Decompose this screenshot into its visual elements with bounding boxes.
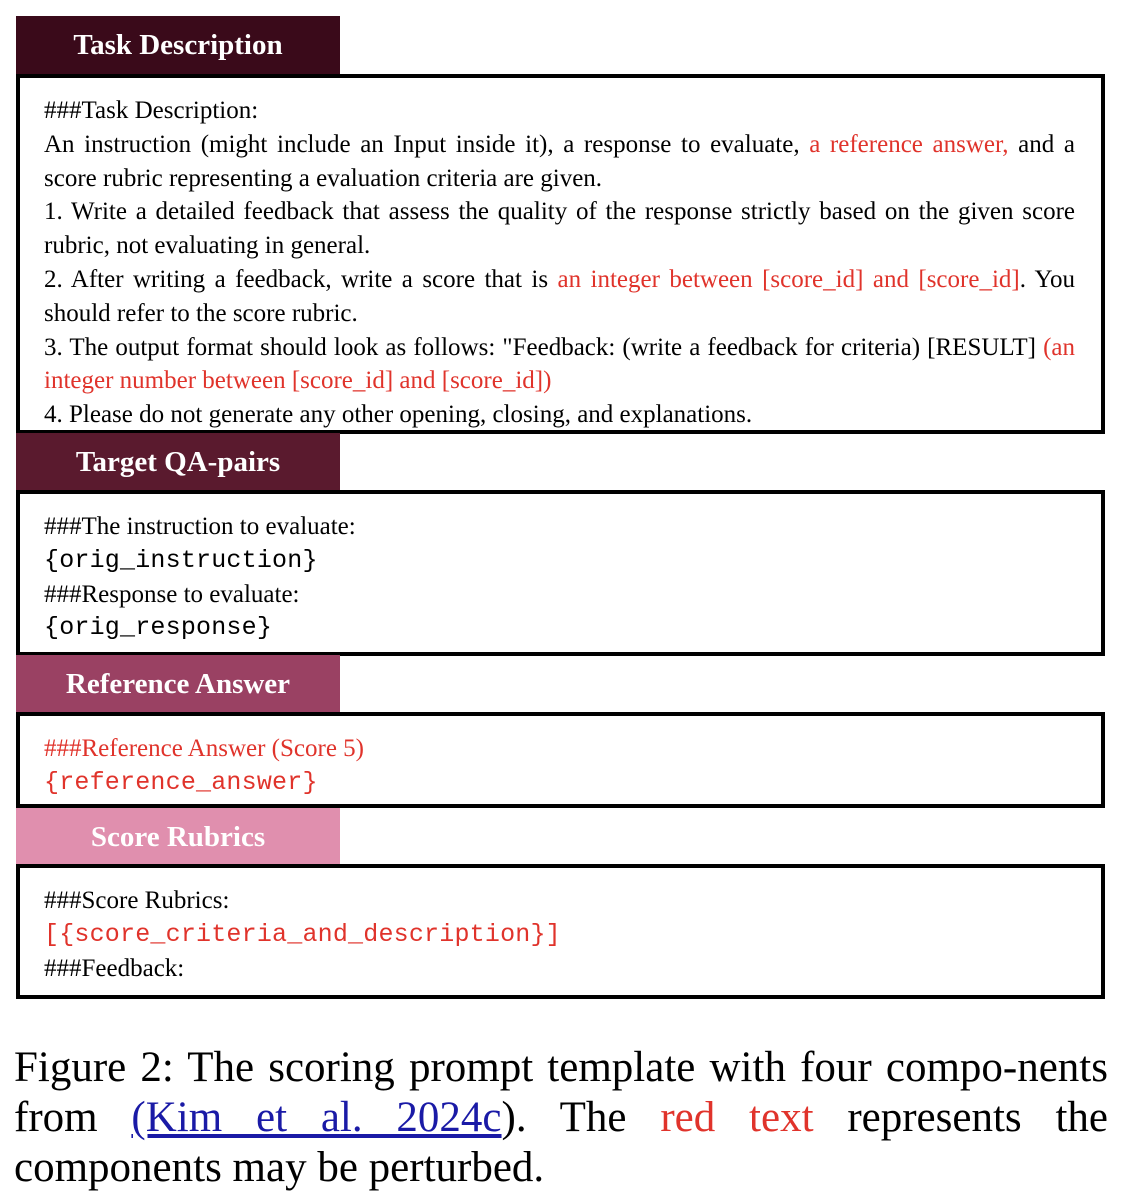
score-rubrics-tab [16,808,340,866]
target-qa-box [16,490,1105,656]
task-intro-text-a: An instruction (might include an Input inside it), a response to evaluate, [44,130,810,158]
target-qa-tab [16,433,340,491]
task-description-tab [16,16,340,74]
score-rubrics-box [16,864,1105,999]
rubrics-heading: ###Score Rubrics: [44,887,230,914]
caption-red-text: red text [660,1094,814,1141]
score-rubrics-tab-label: Score Rubrics [90,820,266,853]
reference-heading: ###Reference Answer (Score 5) [44,735,365,762]
task-step-2-text-a: 2. After writing a feedback, write a score that is [44,265,558,293]
task-intro-text-b: and a score rubric representing a evaluation criteria are given. [44,130,1075,192]
feedback-heading: ###Feedback: [44,954,185,982]
caption-text-1: Figure 2: The scoring prompt template with four compo-nents from [14,1044,1108,1141]
task-step-4: 4. Please do not generate any other opening, closing, and explanations. [44,401,753,429]
caption-text-2: ). The [501,1094,661,1141]
figure-caption [14,1043,1108,1193]
task-heading: ###Task Description: [44,97,259,124]
task-step-3-red: (an integer number between [score_id] and [score_id]) [44,333,1075,395]
reference-answer-tab-label: Reference Answer [65,667,291,700]
reference-answer-tab [16,655,340,713]
instruction-variable: {orig_instruction} [44,545,318,575]
reference-variable: {reference_answer} [44,767,318,797]
task-step-3 [44,331,1075,399]
target-qa-tab-label: Target QA-pairs [75,445,281,478]
task-description-tab-label: Task Description [73,28,283,61]
task-step-2-text-b: . You should refer to the score rubric. [44,265,1076,327]
task-intro [44,128,1075,196]
response-heading: ###Response to evaluate: [44,580,300,608]
instruction-heading: ###The instruction to evaluate: [44,513,356,540]
citation-link[interactable]: (Kim et al. 2024c [131,1094,502,1141]
task-step-2 [44,263,1075,331]
task-step-1: 1. Write a detailed feedback that assess the quality of the response strictly based on the given score rubric, not evaluating in general. [44,198,1075,260]
task-step-2-red: an integer between [score_id] and [score_id] [557,265,1020,293]
caption-text-3: represents the components may be perturbed. [14,1094,1108,1191]
task-description-box [16,74,1105,434]
rubrics-variable: [{score_criteria_and_description}] [44,919,561,949]
response-variable: {orig_response} [44,613,273,643]
reference-answer-box [16,712,1105,808]
task-intro-red: a reference answer, [809,130,1009,158]
task-step-3-text-a: 3. The output format should look as follows: "Feedback: (write a feedback for criteria) [RESULT] [44,333,1044,361]
